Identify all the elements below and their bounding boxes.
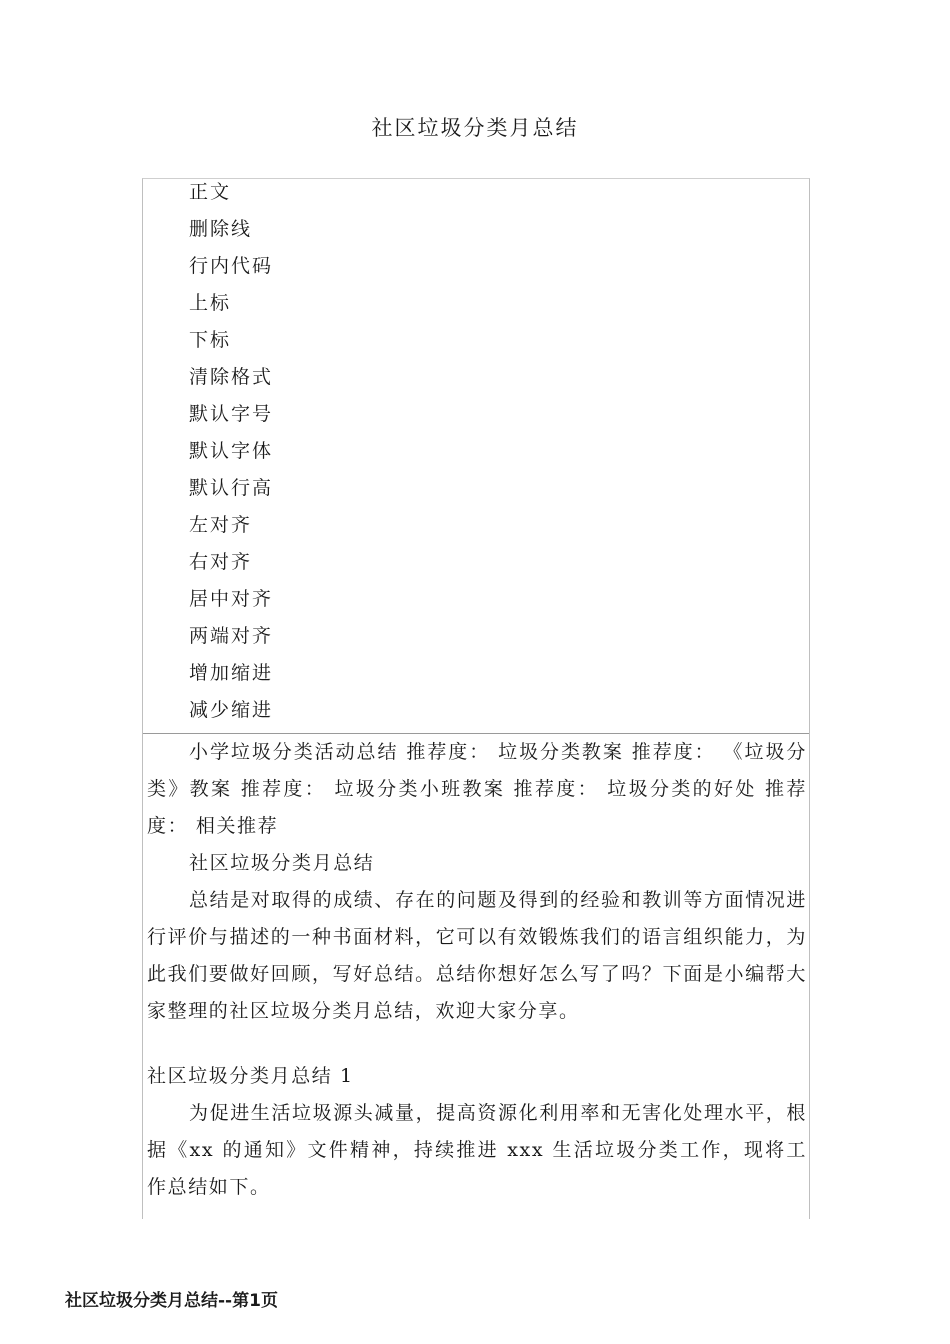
menu-item-body-text[interactable]: 正文 xyxy=(189,181,232,203)
page-title: 社区垃圾分类月总结 xyxy=(371,116,579,140)
section-paragraph: 为促进生活垃圾源头减量，提高资源化利用率和无害化处理水平，根据《xx 的通知》文件精神，持续推进 xxx 生活垃圾分类工作，现将工作总结如下。 xyxy=(147,1102,808,1198)
spacer xyxy=(147,1030,807,1058)
article-content xyxy=(147,734,807,1206)
menu-item-justify[interactable]: 两端对齐 xyxy=(189,625,274,647)
menu-item-subscript[interactable]: 下标 xyxy=(189,329,232,351)
menu-item-default-line-height[interactable]: 默认行高 xyxy=(189,477,274,499)
page-footer: 社区垃圾分类月总结--第1页 xyxy=(65,1291,278,1311)
menu-item-clear-format[interactable]: 清除格式 xyxy=(189,366,274,388)
menu-item-align-center[interactable]: 居中对齐 xyxy=(189,588,274,610)
menu-item-increase-indent[interactable]: 增加缩进 xyxy=(189,662,274,684)
content-box xyxy=(142,178,810,1219)
menu-item-strikethrough[interactable]: 删除线 xyxy=(189,218,253,240)
menu-item-default-font[interactable]: 默认字体 xyxy=(189,440,274,462)
menu-item-align-right[interactable]: 右对齐 xyxy=(189,551,253,573)
section-heading: 社区垃圾分类月总结 1 xyxy=(147,1065,354,1087)
recommend-links[interactable]: 小学垃圾分类活动总结 推荐度： 垃圾分类教案 推荐度： 《垃圾分类》教案 推荐度： 垃圾分类小班教案 推荐度： 垃圾分类的好处 推荐度： 相关推荐 xyxy=(147,741,807,837)
menu-item-superscript[interactable]: 上标 xyxy=(189,292,232,314)
menu-item-decrease-indent[interactable]: 减少缩进 xyxy=(189,699,274,721)
menu-item-align-left[interactable]: 左对齐 xyxy=(189,514,253,536)
article-subtitle: 社区垃圾分类月总结 xyxy=(189,852,375,874)
menu-item-inline-code[interactable]: 行内代码 xyxy=(189,255,274,277)
menu-item-default-size[interactable]: 默认字号 xyxy=(189,403,274,425)
intro-paragraph: 总结是对取得的成绩、存在的问题及得到的经验和教训等方面情况进行评价与描述的一种书面材料，它可以有效锻炼我们的语言组织能力，为此我们要做好回顾，写好总结。总结你想好怎么写了吗？下面是小编帮大家整理的社区垃圾分类月总结，欢迎大家分享。 xyxy=(147,889,808,1022)
format-menu xyxy=(189,179,273,734)
